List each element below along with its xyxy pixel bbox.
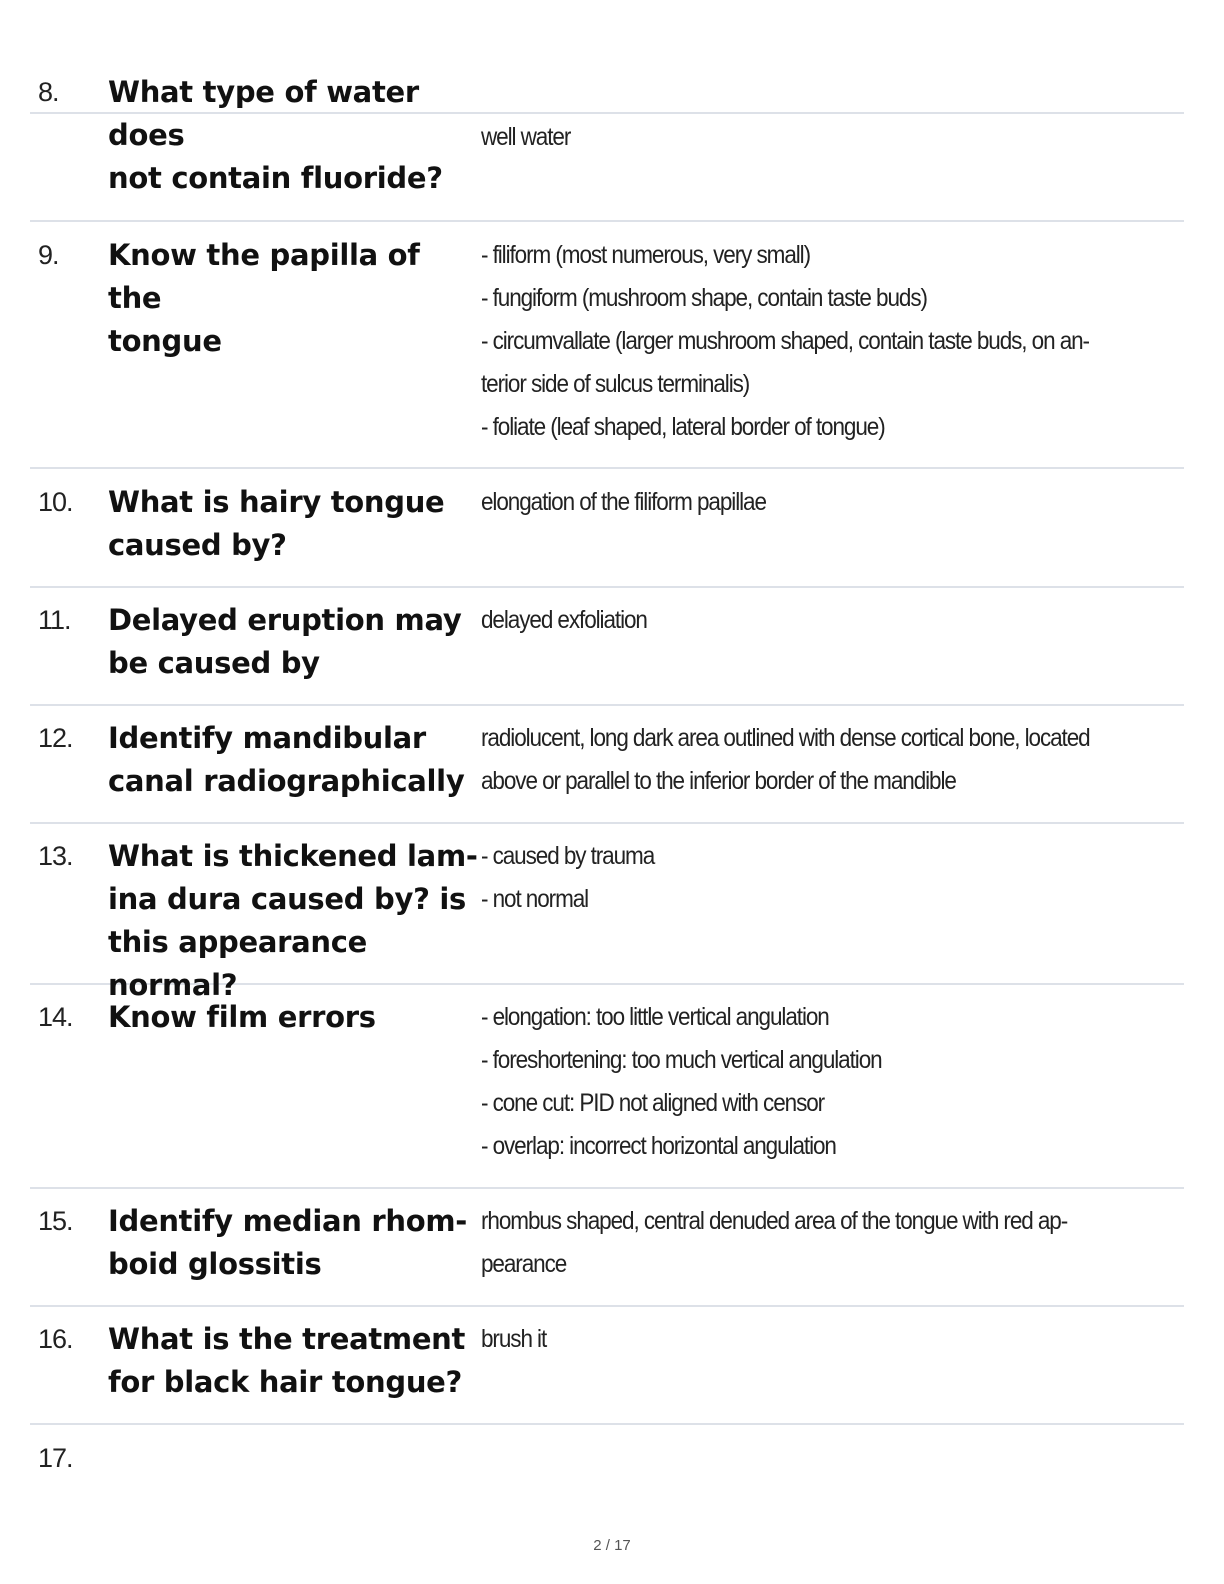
- card-term: What is hairy tongue caused by?: [108, 485, 445, 562]
- card-number: 10.: [38, 487, 73, 517]
- divider: [30, 586, 1184, 588]
- card-number: 11.: [38, 605, 71, 635]
- card-definition: [481, 481, 1165, 524]
- divider: [30, 704, 1184, 706]
- card-definition: [481, 717, 1165, 803]
- definition-line: - elongation: too little vertical angulation: [481, 1003, 829, 1031]
- card-term: Identify median rhom- boid glossitis: [108, 1204, 468, 1281]
- divider: [30, 1187, 1184, 1189]
- definition-line: - caused by trauma: [481, 842, 655, 870]
- definition-line: radiolucent, long dark area outlined with dense cortical bone, located: [481, 724, 1090, 752]
- card-term: Identify mandibular canal radiographically: [108, 721, 465, 798]
- definition-line: pearance: [481, 1250, 567, 1278]
- card-number: 14.: [38, 1002, 73, 1032]
- card-number: 15.: [38, 1206, 73, 1236]
- card-term: What is the treatment for black hair tongue?: [108, 1322, 466, 1399]
- definition-line: - not normal: [481, 885, 589, 913]
- card-term: Know the papilla of the tongue: [108, 238, 420, 358]
- card-definition: [481, 835, 1165, 921]
- card-definition: [481, 1318, 1165, 1361]
- definition-line: - cone cut: PID not aligned with censor: [481, 1089, 825, 1117]
- definition-line: above or parallel to the inferior border of the mandible: [481, 767, 956, 795]
- card-term: Know film errors: [108, 1000, 376, 1034]
- card-term: What is thickened lam- ina dura caused by? is this appearance normal?: [108, 839, 478, 1002]
- card-definition: [481, 996, 1165, 1168]
- card-number: 9.: [38, 240, 59, 270]
- card-number: 8.: [38, 77, 59, 107]
- definition-line: delayed exfoliation: [481, 606, 647, 634]
- definition-line: rhombus shaped, central denuded area of the tongue with red ap-: [481, 1207, 1068, 1235]
- card-term: What type of water does not contain fluoride?: [108, 75, 443, 195]
- divider: [30, 1305, 1184, 1307]
- definition-line: brush it: [481, 1325, 547, 1353]
- card-number: 13.: [38, 841, 73, 871]
- definition-line: terior side of sulcus terminalis): [481, 370, 750, 398]
- card-number: 12.: [38, 723, 73, 753]
- definition-line: - circumvallate (larger mushroom shaped, contain taste buds, on an-: [481, 327, 1089, 355]
- divider: [30, 467, 1184, 469]
- card-definition: [481, 234, 1165, 449]
- definition-line: - foreshortening: too much vertical angulation: [481, 1046, 882, 1074]
- divider: [30, 220, 1184, 222]
- card-definition: [481, 116, 1165, 159]
- card-number: 17.: [38, 1443, 73, 1473]
- page-number: 2 / 17: [593, 1537, 631, 1554]
- divider: [30, 1423, 1184, 1425]
- card-definition: [481, 1200, 1165, 1286]
- card-number: 16.: [38, 1324, 73, 1354]
- definition-line: - foliate (leaf shaped, lateral border of tongue): [481, 413, 885, 441]
- divider: [30, 822, 1184, 824]
- definition-line: - fungiform (mushroom shape, contain taste buds): [481, 284, 927, 312]
- definition-line: - filiform (most numerous, very small): [481, 241, 811, 269]
- definition-line: elongation of the filiform papillae: [481, 488, 766, 516]
- definition-line: - overlap: incorrect horizontal angulation: [481, 1132, 836, 1160]
- definition-line: well water: [481, 123, 571, 151]
- card-term: Delayed eruption may be caused by: [108, 603, 462, 680]
- card-definition: [481, 599, 1165, 642]
